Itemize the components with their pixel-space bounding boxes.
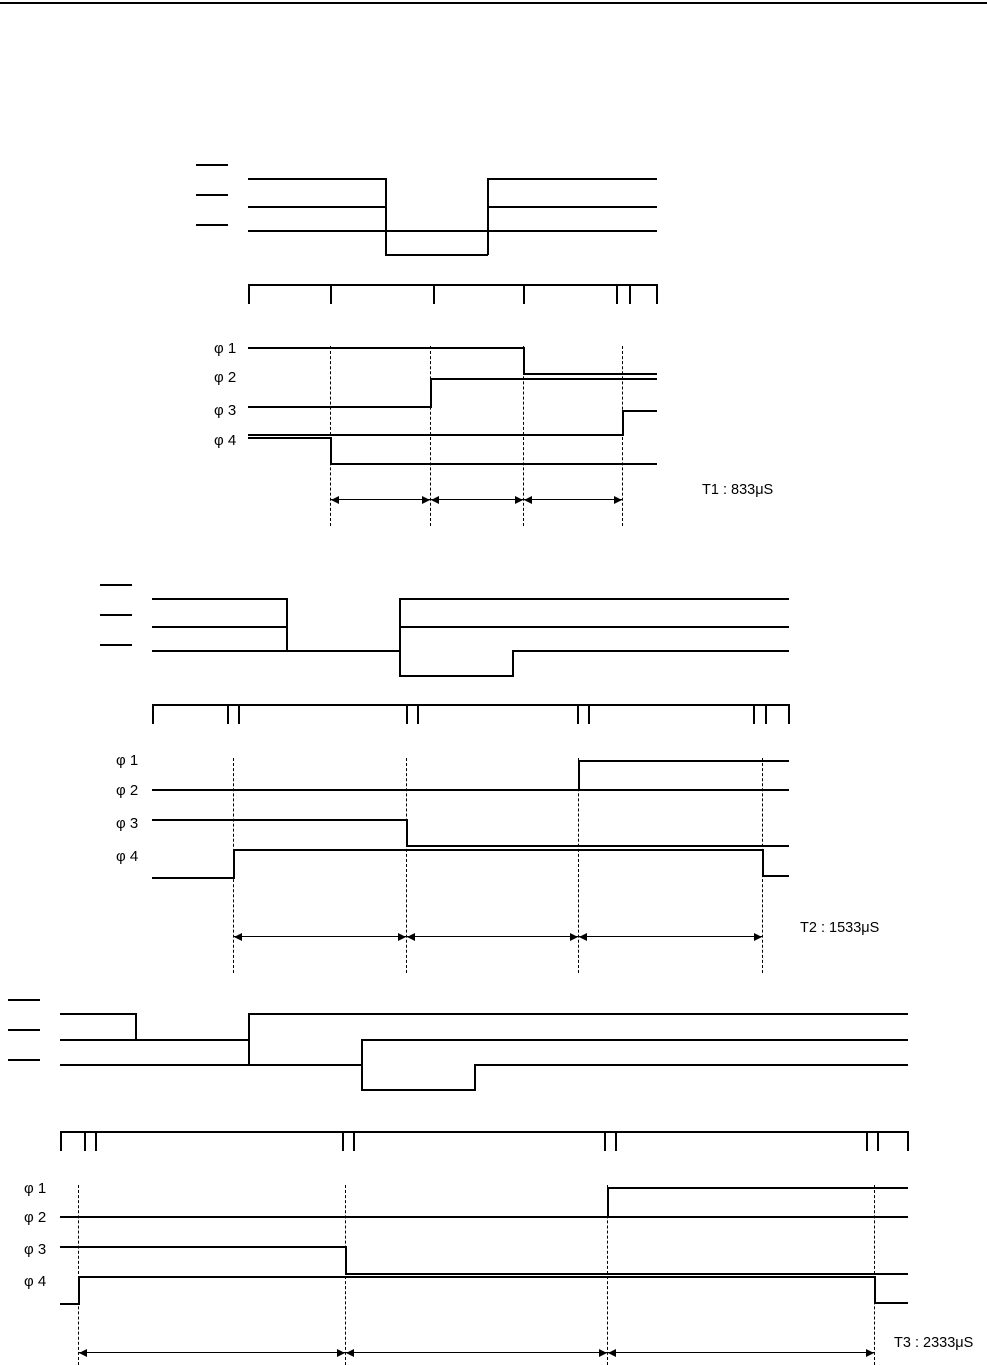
clock-strobe-tick [342,1131,344,1151]
signal-a-trace [135,1013,137,1041]
phi2-trace [248,406,432,408]
clock-strobe-baseline [152,704,789,706]
page-top-rule [0,2,987,4]
signal-lead-mark [100,584,132,586]
signal-c-trace [60,1064,363,1066]
phi4-trace [78,1276,875,1278]
clock-strobe-baseline [248,284,657,286]
phi4-trace [60,1303,80,1305]
phi4-trace [762,875,789,877]
phi3-trace [152,819,408,821]
phi2-trace [152,789,789,791]
phase-label-phi2: φ 2 [24,1209,47,1226]
measure-guide [345,1185,346,1365]
signal-c-trace [487,230,657,232]
interval-arrow [608,1348,874,1357]
signal-a-trace [399,598,789,600]
phi3-trace [406,845,789,847]
signal-b-trace [361,1039,908,1041]
interval-arrow [331,495,430,504]
clock-strobe-tick [227,704,229,724]
period-label-t1: T1 : 833μS [702,482,774,498]
interval-arrow [407,932,578,941]
signal-a-trace [248,1013,250,1041]
signal-c-trace [385,230,387,255]
signal-c-trace [385,254,488,256]
signal-c-trace [399,650,401,677]
phase-label-phi2: φ 2 [116,782,139,799]
phase-label-phi3: φ 3 [116,815,139,832]
clock-strobe-tick [588,704,590,724]
signal-a-trace [399,598,401,651]
clock-strobe-tick [866,1131,868,1151]
signal-c-trace [487,230,489,255]
signal-b-trace [60,1039,250,1041]
signal-a-trace [152,598,287,600]
clock-strobe-tick [433,284,435,304]
measure-guide [607,1185,608,1365]
signal-c-trace [361,1089,475,1091]
signal-a-trace [487,178,657,180]
clock-strobe-tick [753,704,755,724]
clock-strobe-tick [84,1131,86,1151]
signal-lead-mark [196,194,228,196]
measure-guide [78,1185,79,1365]
clock-strobe-tick [238,704,240,724]
phase-label-phi2: φ 2 [214,369,237,386]
signal-b-trace [487,206,657,208]
measure-guide [762,758,763,973]
signal-c-trace [512,650,789,652]
measure-guide [874,1185,875,1365]
clock-strobe-tick [629,284,631,304]
phi1-trace [607,1187,908,1189]
phi1-trace [248,347,525,349]
signal-lead-mark [100,614,132,616]
clock-strobe-tick [616,284,618,304]
signal-b-trace [385,206,387,231]
clock-strobe-tick [60,1131,62,1151]
clock-strobe-tick [604,1131,606,1151]
phi4-trace [874,1302,908,1304]
phi2-trace [60,1216,908,1218]
phi3-trace [60,1246,347,1248]
signal-c-trace [474,1064,908,1066]
clock-strobe-tick [877,1131,879,1151]
phi3-trace [622,410,657,412]
signal-lead-mark [8,999,40,1001]
interval-arrow [524,495,622,504]
interval-arrow [346,1348,607,1357]
signal-c-trace [152,650,400,652]
period-label-t3: T3 : 2333μS [894,1335,974,1351]
interval-arrow [234,932,406,941]
signal-a-trace [487,178,489,231]
timing-diagram-t1 [0,150,987,550]
signal-lead-mark [8,1029,40,1031]
signal-a-trace [248,178,386,180]
signal-a-trace [248,1013,908,1015]
signal-b-trace [248,1039,250,1066]
signal-lead-mark [196,224,228,226]
phase-label-phi1: φ 1 [214,340,237,357]
phase-label-phi3: φ 3 [24,1241,47,1258]
phase-label-phi1: φ 1 [116,752,139,769]
measure-guide [622,346,623,526]
clock-strobe-tick [765,704,767,724]
signal-b-trace [399,626,789,628]
clock-strobe-tick [417,704,419,724]
phi3-trace [248,434,624,436]
timing-diagram-t2 [0,570,987,980]
signal-b-trace [152,626,287,628]
phi3-trace [345,1273,908,1275]
clock-strobe-tick [95,1131,97,1151]
signal-lead-mark [100,644,132,646]
signal-c-trace [474,1064,476,1091]
phi4-trace [248,437,332,439]
clock-strobe-tick [353,1131,355,1151]
signal-b-trace [361,1039,363,1066]
interval-arrow [79,1348,345,1357]
period-label-t2: T2 : 1533μS [800,920,880,936]
clock-strobe-tick [152,704,154,724]
phase-label-phi4: φ 4 [214,432,237,449]
signal-c-trace [399,675,513,677]
interval-arrow [579,932,762,941]
phase-label-phi1: φ 1 [24,1180,47,1197]
signal-b-trace [248,206,386,208]
signal-lead-mark [196,164,228,166]
clock-strobe-tick [788,704,790,724]
phi1-trace [523,373,657,375]
clock-strobe-tick [907,1131,909,1151]
signal-b-trace [286,626,288,651]
clock-strobe-tick [406,704,408,724]
timing-diagram-t3 [0,985,987,1365]
interval-arrow [431,495,523,504]
phi4-trace [152,877,235,879]
clock-strobe-tick [330,284,332,304]
clock-strobe-tick [248,284,250,304]
signal-a-trace [60,1013,136,1015]
clock-strobe-tick [615,1131,617,1151]
signal-lead-mark [8,1059,40,1061]
signal-a-trace [385,230,488,232]
phi4-trace [233,849,763,851]
signal-c-trace [512,650,514,677]
clock-strobe-tick [577,704,579,724]
phase-label-phi4: φ 4 [24,1273,47,1290]
phi1-trace [578,760,789,762]
clock-strobe-baseline [60,1131,908,1133]
phase-label-phi3: φ 3 [214,402,237,419]
signal-c-trace [248,230,386,232]
signal-c-trace [361,1064,363,1091]
clock-strobe-tick [656,284,658,304]
phi4-trace [330,463,657,465]
clock-strobe-tick [523,284,525,304]
phase-label-phi4: φ 4 [116,848,139,865]
